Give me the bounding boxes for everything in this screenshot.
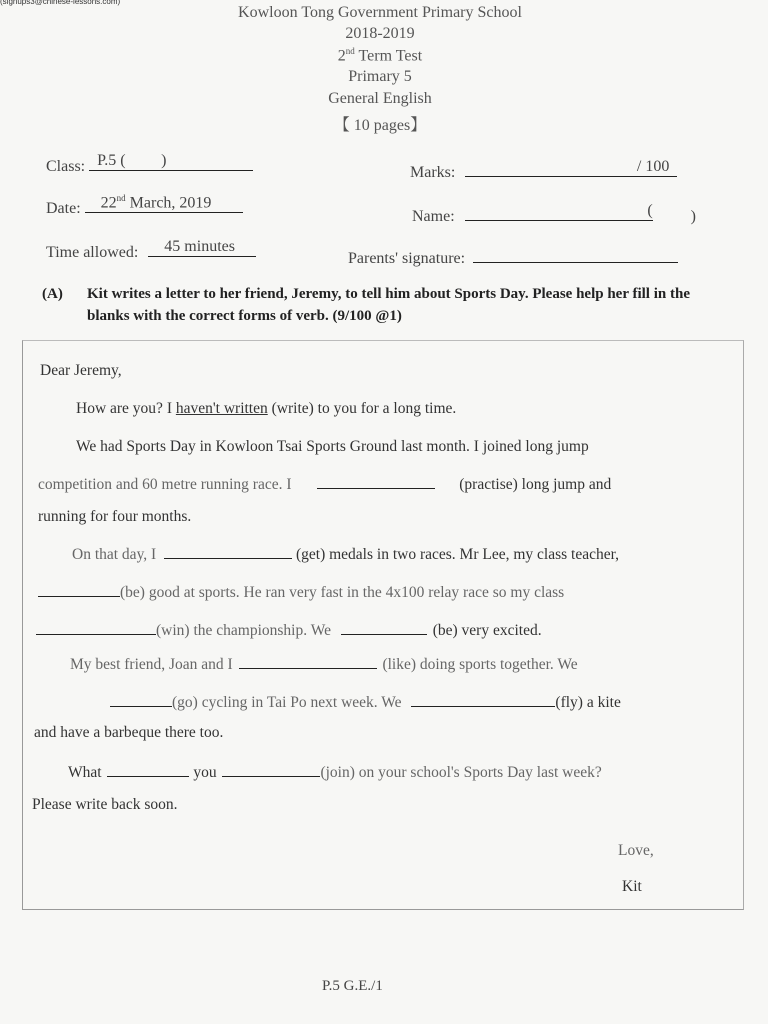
date-line[interactable]: 22nd March, 2019 (85, 194, 243, 213)
parents-signature-line[interactable] (473, 244, 678, 263)
letter-line-10: and have a barbeque there too. (34, 724, 224, 741)
blank-3[interactable] (38, 580, 120, 597)
letter-line-1: How are you? I haven't written (write) to you for a long time. (76, 400, 457, 417)
blank-5[interactable] (341, 618, 427, 635)
grade-level: Primary 5 (348, 68, 412, 85)
letter-line-8: My best friend, Joan and I (like) doing sports together. We (70, 652, 578, 674)
page-footer: P.5 G.E./1 (322, 978, 383, 994)
page-count: 【 10 pages】 (333, 117, 427, 134)
blank-6[interactable] (239, 652, 377, 669)
blank-1[interactable] (317, 472, 435, 489)
letter-greeting: Dear Jeremy, (40, 362, 122, 379)
marks-line[interactable]: / 100 (465, 158, 677, 177)
blank-2[interactable] (164, 542, 292, 559)
letter-line-12: Please write back soon. (32, 796, 178, 813)
class-line[interactable]: P.5 ( ) (89, 152, 253, 171)
letter-line-3: competition and 60 metre running race. I (practise) long jump and (38, 472, 611, 494)
example-answer: haven't written (175, 400, 268, 417)
letter-line-9: (go) cycling in Tai Po next week. We (fly) a kite (110, 690, 621, 712)
term-title: 2nd Term Test (337, 46, 423, 65)
school-name: Kowloon Tong Government Primary School (238, 4, 522, 21)
time-line: 45 minutes (148, 238, 256, 257)
letter-line-11: What you (join) on your school's Sports Day last week? (68, 760, 602, 782)
school-year: 2018-2019 (345, 25, 415, 42)
date-field: Date: 22nd March, 2019 (46, 194, 243, 218)
watermark-text: (signups3@chinese-lessons.com) (0, 0, 121, 6)
blank-9[interactable] (107, 760, 189, 777)
name-line[interactable]: ( (465, 202, 653, 221)
blank-7[interactable] (110, 690, 172, 707)
letter-line-4: running for four months. (38, 508, 192, 525)
letter-line-7: (win) the championship. We (be) very excited. (36, 618, 542, 640)
letter-line-5: On that day, I (get) medals in two races. Mr Lee, my class teacher, (72, 542, 619, 564)
blank-4[interactable] (36, 618, 156, 635)
blank-10[interactable] (222, 760, 320, 777)
name-field: Name: ( ) (412, 202, 696, 225)
time-field: Time allowed: 45 minutes (46, 238, 256, 262)
letter-line-2: We had Sports Day in Kowloon Tsai Sports Ground last month. I joined long jump (76, 438, 589, 455)
class-field: Class: P.5 ( ) (46, 152, 253, 176)
parents-signature-field: Parents' signature: (348, 244, 678, 268)
letter-line-6: (be) good at sports. He ran very fast in the 4x100 relay race so my class (38, 580, 564, 602)
blank-8[interactable] (411, 690, 555, 707)
letter-closing: Love, (618, 842, 654, 859)
subject-name: General English (328, 90, 432, 107)
marks-field: Marks: / 100 (410, 158, 677, 182)
letter-signature: Kit (622, 878, 642, 895)
